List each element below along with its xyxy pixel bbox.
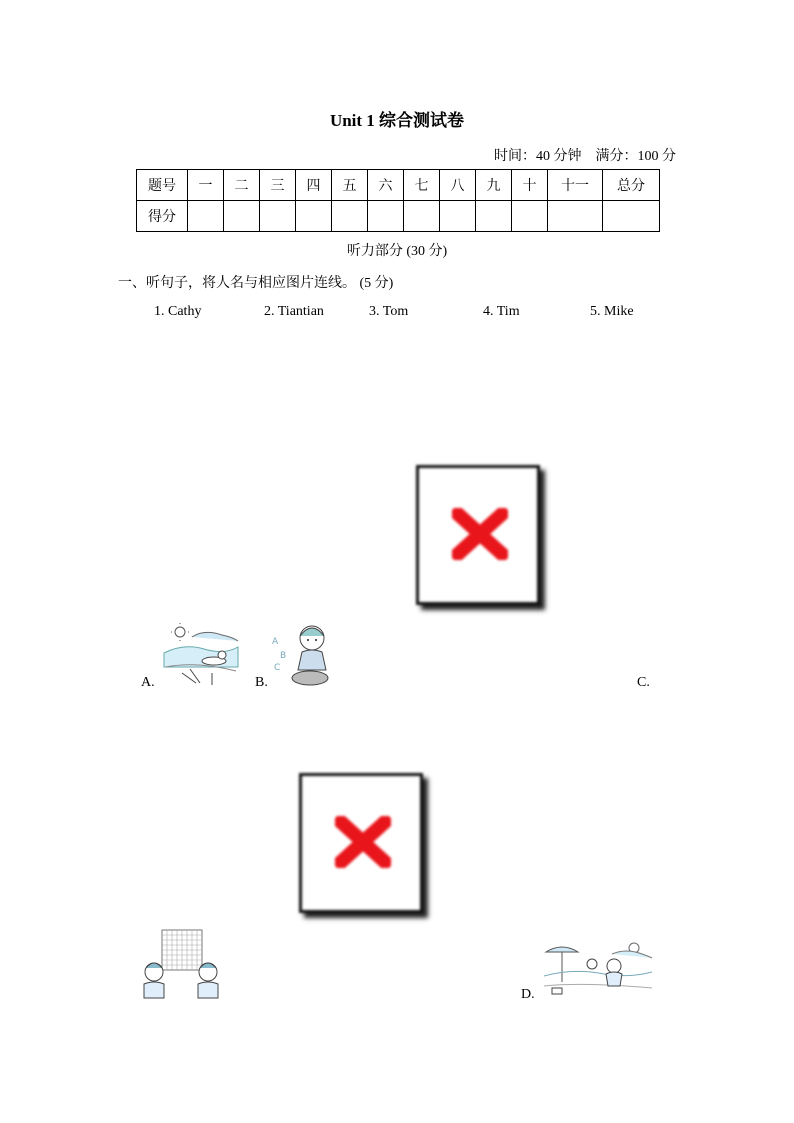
page-title: Unit 1 综合测试卷 bbox=[329, 111, 465, 130]
section-title: 听力部分 (30 分) bbox=[346, 244, 448, 259]
table-cell: 得分 bbox=[137, 201, 188, 232]
score-input-cell[interactable] bbox=[296, 201, 332, 232]
beach-playing-illustration bbox=[542, 940, 654, 1002]
score-input-cell[interactable] bbox=[548, 201, 603, 232]
score-table-score-row bbox=[137, 201, 660, 232]
table-cell: 题号 bbox=[137, 170, 188, 201]
table-cell: 总分 bbox=[603, 170, 660, 201]
svg-text:A: A bbox=[272, 637, 279, 647]
name-item: 1. Cathy bbox=[154, 304, 202, 319]
score-input-cell[interactable] bbox=[224, 201, 260, 232]
score-table bbox=[136, 169, 660, 232]
table-cell: 十一 bbox=[548, 170, 603, 201]
table-cell: 四 bbox=[296, 170, 332, 201]
score-input-cell[interactable] bbox=[512, 201, 548, 232]
name-item: 5. Mike bbox=[590, 304, 634, 319]
score-input-cell[interactable] bbox=[332, 201, 368, 232]
table-cell: 三 bbox=[260, 170, 296, 201]
table-cell: 七 bbox=[404, 170, 440, 201]
question-prompt: 一、听句子，将人名与相应图片连线。 (5 分) bbox=[118, 276, 394, 291]
picture-label-d: D. bbox=[521, 987, 535, 1002]
picture-label-b: B. bbox=[255, 675, 268, 690]
name-item: 3. Tom bbox=[369, 304, 409, 319]
time-limit: 时间：40 分钟 bbox=[494, 149, 582, 164]
name-item: 2. Tiantian bbox=[264, 304, 324, 319]
broken-image-x-icon bbox=[335, 816, 391, 868]
table-cell: 五 bbox=[332, 170, 368, 201]
two-children-with-chart-illustration bbox=[140, 928, 224, 1000]
broken-image-x-icon bbox=[452, 508, 508, 560]
table-cell: 九 bbox=[476, 170, 512, 201]
exam-meta bbox=[494, 145, 676, 165]
table-cell: 八 bbox=[440, 170, 476, 201]
table-cell: 六 bbox=[368, 170, 404, 201]
picture-label-a: A. bbox=[141, 675, 155, 690]
table-cell: 一 bbox=[188, 170, 224, 201]
beach-sunbathing-illustration bbox=[162, 623, 240, 687]
table-cell: 二 bbox=[224, 170, 260, 201]
broken-image-icon bbox=[299, 773, 423, 913]
broken-image-icon bbox=[416, 465, 540, 605]
score-input-cell[interactable] bbox=[440, 201, 476, 232]
score-table-header-row bbox=[137, 170, 660, 201]
score-input-cell[interactable] bbox=[603, 201, 660, 232]
score-input-cell[interactable] bbox=[368, 201, 404, 232]
picture-label-c: C. bbox=[637, 675, 650, 690]
svg-text:B: B bbox=[280, 651, 287, 661]
score-input-cell[interactable] bbox=[188, 201, 224, 232]
score-input-cell[interactable] bbox=[476, 201, 512, 232]
full-marks: 满分：100 分 bbox=[595, 149, 676, 164]
svg-text:C: C bbox=[274, 663, 281, 673]
name-item: 4. Tim bbox=[483, 304, 520, 319]
girl-learning-letters-illustration bbox=[270, 622, 330, 688]
table-cell: 十 bbox=[512, 170, 548, 201]
score-input-cell[interactable] bbox=[404, 201, 440, 232]
score-input-cell[interactable] bbox=[260, 201, 296, 232]
